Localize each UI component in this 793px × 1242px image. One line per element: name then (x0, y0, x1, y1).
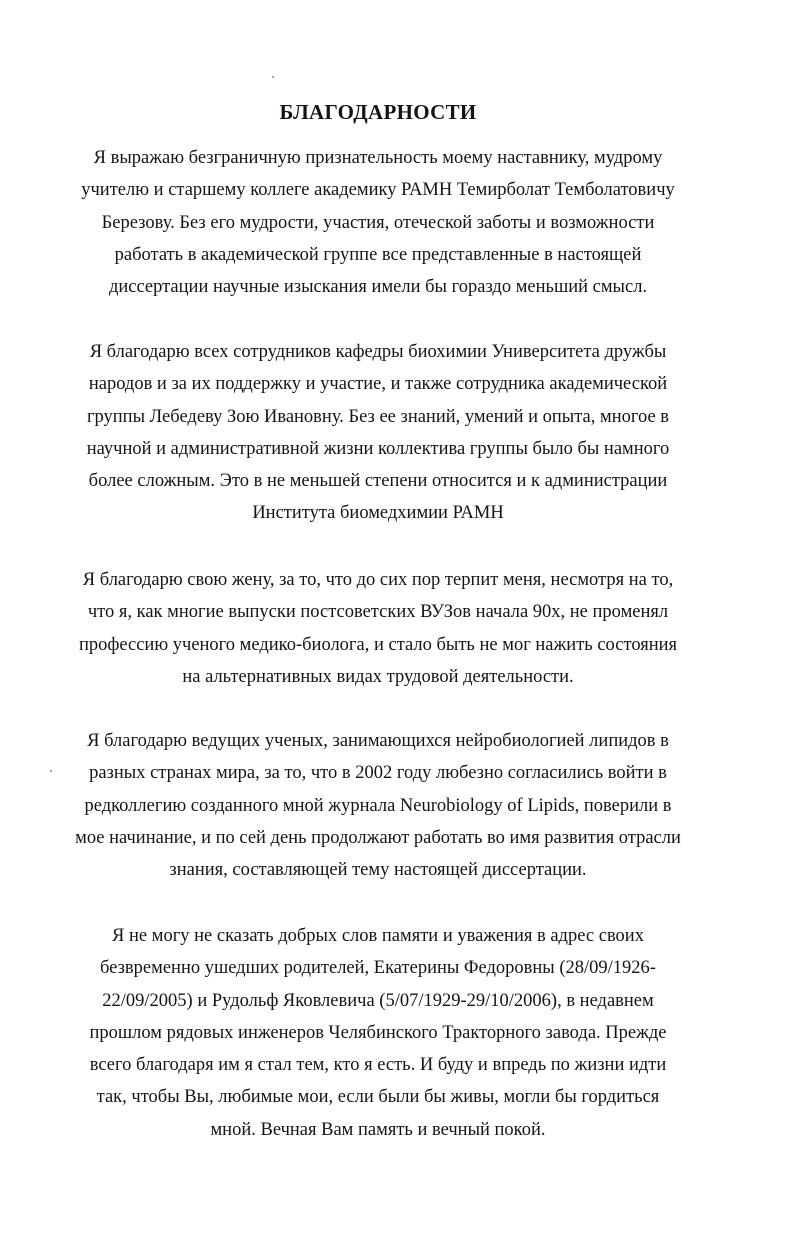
paragraph-colleagues (60, 336, 696, 530)
text-line: что я, как многие выпуски постсоветских ВУЗов начала 90х, не променял (87, 602, 669, 623)
scan-speck (272, 76, 274, 78)
text-line: разных странах мира, за то, что в 2002 году любезно согласились войти в (89, 763, 667, 784)
text-line: прошлом рядовых инженеров Челябинского Тракторного завода. Прежде (89, 1022, 667, 1043)
text-line: редколлегию созданного мной журнала Neurobiology of Lipids, поверили в (84, 795, 672, 816)
text-line: учителю и старшему коллеге академику РАМН Темирболат Темболатовичу (81, 180, 675, 201)
text-line: работать в академической группе все представленные в настоящей (114, 244, 642, 265)
text-line: народов и за их поддержку и участие, и также сотрудника академической (88, 374, 668, 395)
text-line: Я не могу не сказать добрых слов памяти и уважения в адрес своих (112, 926, 644, 946)
text-line: Института биомедхимии РАМН (252, 503, 504, 524)
paragraph-scientists (60, 725, 696, 886)
text-line: профессию ученого медико-биолога, и стало быть не мог нажить состояния (78, 634, 678, 655)
scan-speck (50, 770, 52, 772)
text-line: знания, составляющей тему настоящей диссертации. (169, 860, 587, 881)
text-line: 22/09/2005) и Рудольф Яковлевича (5/07/1929-29/10/2006), в недавнем (102, 990, 654, 1011)
paragraph-mentor (60, 142, 696, 303)
text-line: Я благодарю всех сотрудников кафедры биохимии Университета дружбы (89, 342, 667, 362)
page-title: БЛАГОДАРНОСТИ (279, 100, 477, 124)
text-line: мной. Вечная Вам память и вечный покой. (210, 1119, 546, 1140)
text-line: Я благодарю свою жену, за то, что до сих пор терпит меня, несмотря на то, (82, 570, 674, 590)
text-line: так, чтобы Вы, любимые мои, если были бы живы, могли бы гордиться (96, 1087, 660, 1108)
text-line: диссертации научные изыскания имели бы гораздо меньший смысл. (108, 277, 648, 298)
text-line: научной и административной жизни коллектива группы было бы намного (86, 438, 670, 459)
text-line: Я выражаю безграничную признательность моему наставнику, мудрому (93, 148, 663, 168)
text-line: на альтернативных видах трудовой деятельности. (182, 666, 574, 687)
paragraph-wife (60, 564, 696, 693)
text-line: группы Лебедеву Зою Ивановну. Без ее знаний, умений и опыта, многое в (86, 406, 670, 427)
text-line: более сложным. Это в не меньшей степени относится и к администрации (88, 471, 668, 492)
text-line: безвременно ушедших родителей, Екатерины Федоровны (28/09/1926- (100, 958, 656, 979)
paragraph-parents (60, 920, 696, 1146)
text-line: мое начинание, и по сей день продолжают работать во имя развития отрасли (75, 827, 681, 848)
text-line: всего благодаря им я стал тем, кто я есть. И буду и впредь по жизни идти (89, 1055, 667, 1076)
text-line: Березову. Без его мудрости, участия, отеческой заботы и возможности (101, 212, 655, 233)
text-line: Я благодарю ведущих ученых, занимающихся нейробиологией липидов в (87, 731, 669, 751)
